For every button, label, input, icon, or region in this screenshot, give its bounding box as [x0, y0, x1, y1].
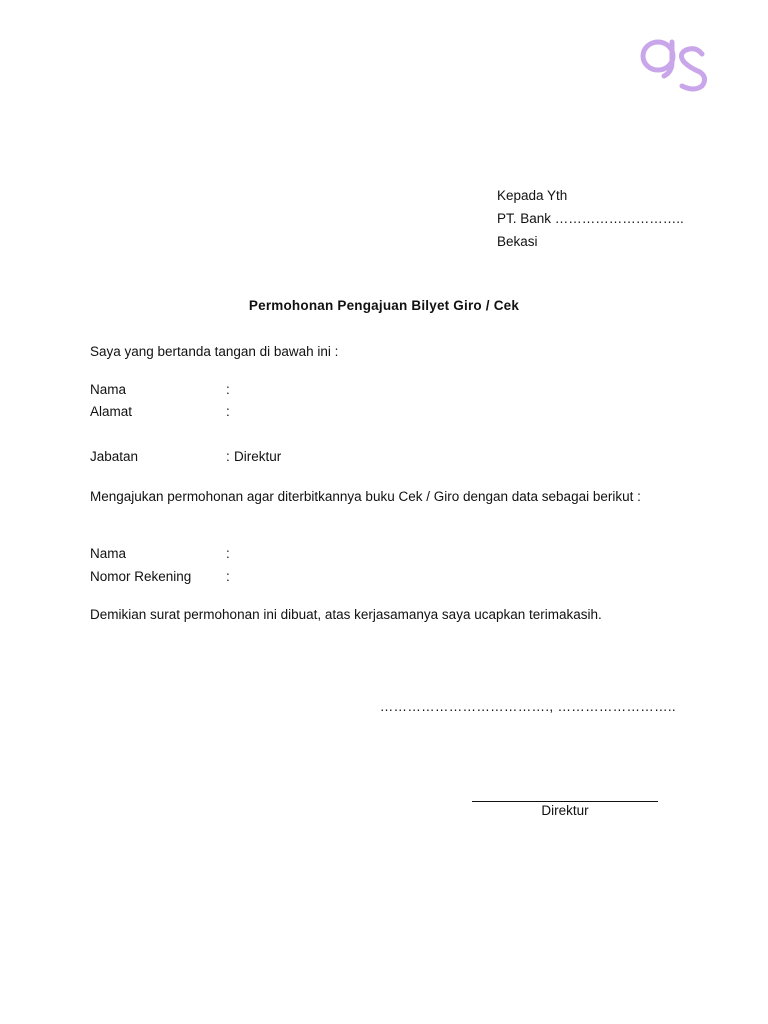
applicant-name-label: Nama — [90, 382, 127, 397]
account-number-label: Nomor Rekening — [90, 569, 192, 584]
applicant-address-label: Alamat — [90, 404, 133, 419]
closing-text: Demikian surat permohonan ini dibuat, atas kerjasamanya saya ucapkan terimakasih. — [90, 607, 602, 622]
applicant-position-colon: : — [226, 449, 230, 464]
request-paragraph: Mengajukan permohonan agar diterbitkannya buku Cek / Giro dengan data sebagai berikut : — [90, 489, 641, 504]
letter-title: Permohonan Pengajuan Bilyet Giro / Cek — [248, 298, 520, 313]
logo-letter-a-bowl — [643, 42, 673, 70]
intro-text: Saya yang bertanda tangan di bawah ini : — [90, 344, 339, 359]
applicant-address-colon: : — [226, 404, 230, 419]
account-number-colon: : — [226, 569, 230, 584]
logo-letter-s — [681, 49, 704, 89]
applicant-position-label: Jabatan — [90, 449, 139, 464]
account-name-label: Nama — [90, 546, 127, 561]
applicant-position-value: Direktur — [234, 449, 282, 464]
account-name-colon: : — [226, 546, 230, 561]
addressee-city: Bekasi — [497, 234, 538, 249]
company-logo — [638, 32, 710, 94]
addressee-greeting: Kepada Yth — [497, 188, 568, 203]
signature-line — [472, 801, 658, 802]
signature-title: Direktur — [541, 803, 589, 818]
place-date-line: ………………………………., …………………….. — [379, 699, 676, 714]
applicant-name-colon: : — [226, 382, 230, 397]
addressee-block — [497, 184, 684, 253]
addressee-bank: PT. Bank ……………………….. — [497, 211, 684, 226]
